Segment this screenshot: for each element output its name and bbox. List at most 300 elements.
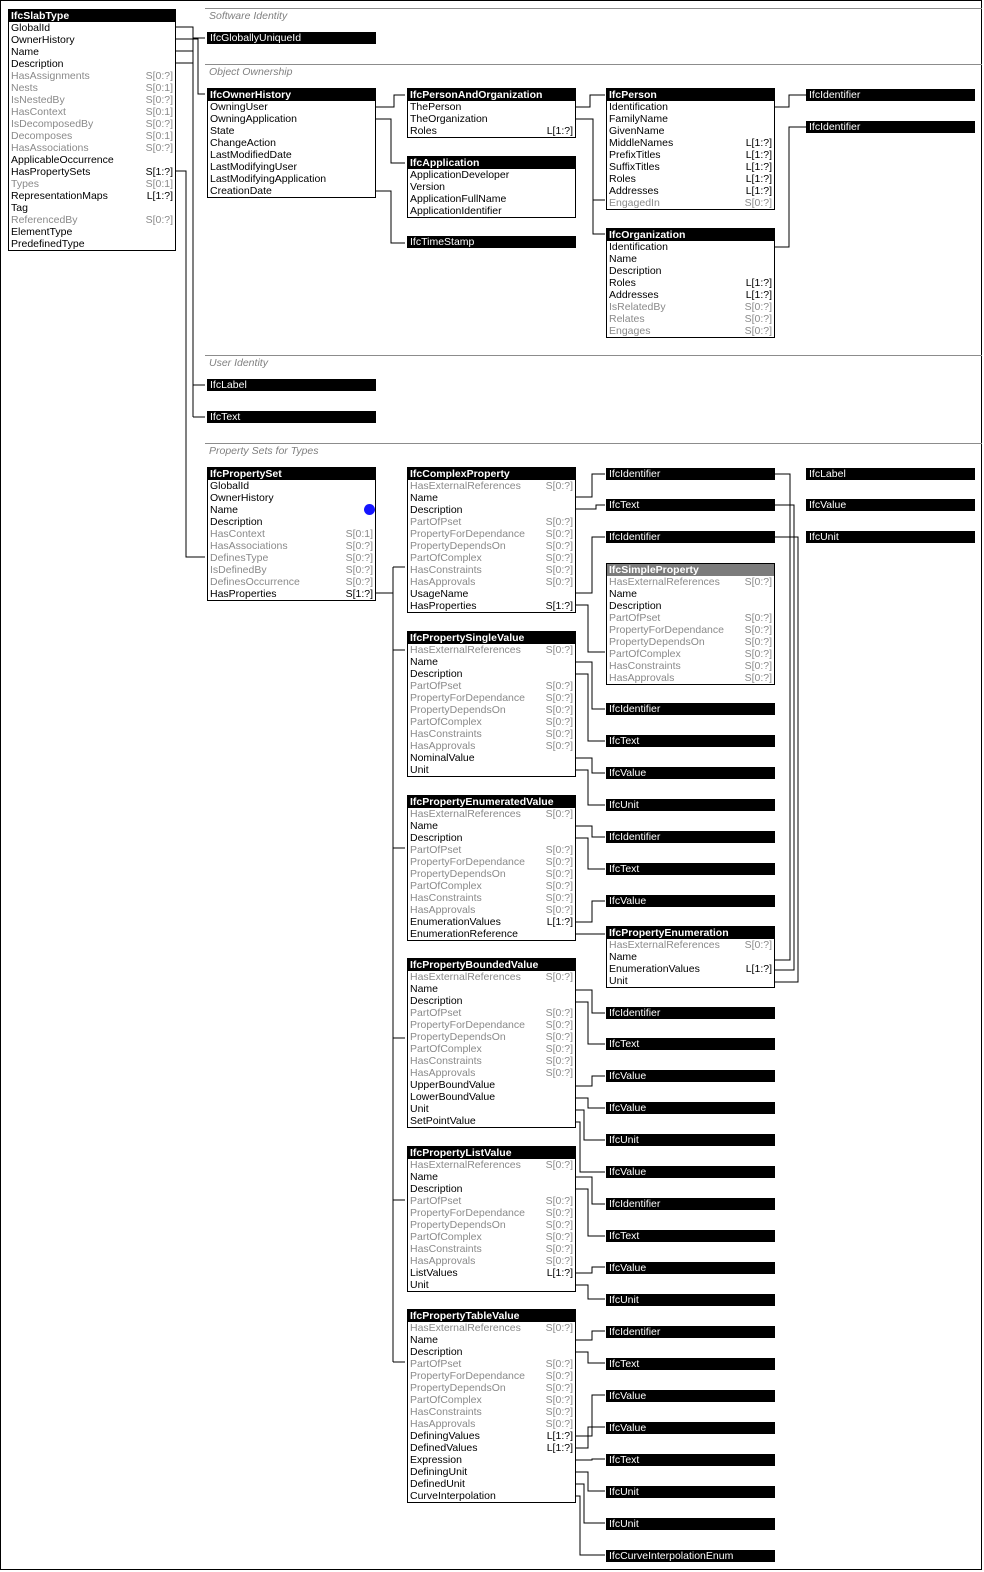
attribute-name: ApplicationDeveloper <box>410 169 510 181</box>
attribute-row[interactable] <box>208 540 375 552</box>
attribute-row[interactable] <box>607 277 774 289</box>
attribute-name: PartOfComplex <box>410 1231 482 1243</box>
attribute-name: Tag <box>11 202 28 214</box>
attribute-row[interactable] <box>9 238 175 250</box>
attribute-row[interactable] <box>607 241 774 253</box>
attribute-name: Name <box>609 588 638 600</box>
attribute-cardinality: S[0:?] <box>545 552 573 564</box>
attribute-row[interactable] <box>607 325 774 337</box>
attribute-name: Description <box>609 600 662 612</box>
type-ref-ifc-identifier[interactable]: IfcIdentifier <box>606 831 775 843</box>
attribute-name: DefiningUnit <box>410 1466 468 1478</box>
attribute-cardinality: S[0:?] <box>545 1043 573 1055</box>
entity-title[interactable]: IfcPersonAndOrganization <box>408 89 575 101</box>
attribute-row[interactable] <box>408 1159 575 1171</box>
entity-title[interactable]: IfcSimpleProperty <box>607 564 774 576</box>
attribute-row[interactable] <box>408 983 575 995</box>
attribute-row[interactable] <box>408 1334 575 1346</box>
attribute-name: PartOfComplex <box>410 716 482 728</box>
attribute-row[interactable] <box>408 1019 575 1031</box>
attribute-name: DefinesOccurrence <box>210 576 300 588</box>
type-ref-ifc-identifier[interactable]: IfcIdentifier <box>606 703 775 715</box>
attribute-name: LastModifyingUser <box>210 161 297 173</box>
attribute-row[interactable] <box>607 149 774 161</box>
attribute-row[interactable] <box>607 660 774 672</box>
attribute-row[interactable] <box>208 149 375 161</box>
attribute-row[interactable] <box>607 161 774 173</box>
type-ref-ifc-value[interactable]: IfcValue <box>606 895 775 907</box>
entity-title[interactable]: IfcPropertyBoundedValue <box>408 959 575 971</box>
attribute-name: DefiningValues <box>410 1430 480 1442</box>
attribute-row[interactable] <box>408 193 575 205</box>
entity-ifc-slab-type[interactable] <box>8 9 176 251</box>
entity-title[interactable]: IfcPropertyTableValue <box>408 1310 575 1322</box>
attribute-row[interactable] <box>408 1418 575 1430</box>
attribute-row[interactable] <box>408 832 575 844</box>
attribute-row[interactable] <box>208 101 375 113</box>
attribute-row[interactable] <box>408 704 575 716</box>
attribute-name: Unit <box>410 764 429 776</box>
attribute-row[interactable] <box>9 70 175 82</box>
attribute-row[interactable] <box>408 644 575 656</box>
attribute-cardinality: S[1:?] <box>145 166 173 178</box>
attribute-row[interactable] <box>408 995 575 1007</box>
attribute-row[interactable] <box>9 202 175 214</box>
attribute-row[interactable] <box>9 58 175 70</box>
type-ref-ifc-text[interactable]: IfcText <box>606 863 775 875</box>
attribute-row[interactable] <box>408 516 575 528</box>
attribute-row[interactable] <box>408 1007 575 1019</box>
attribute-row[interactable] <box>408 1091 575 1103</box>
attribute-name: PropertyForDependance <box>609 624 724 636</box>
attribute-row[interactable] <box>408 205 575 217</box>
attribute-row[interactable] <box>408 1043 575 1055</box>
attribute-name: OwnerHistory <box>210 492 274 504</box>
attribute-row[interactable] <box>9 214 175 226</box>
attribute-cardinality: S[0:?] <box>744 939 772 951</box>
attribute-name: Description <box>410 832 463 844</box>
attribute-row[interactable] <box>408 916 575 928</box>
attribute-name: HasConstraints <box>410 892 482 904</box>
attribute-row[interactable] <box>9 226 175 238</box>
type-ref-ifc-unit[interactable]: IfcUnit <box>606 1486 775 1498</box>
attribute-cardinality: S[0:?] <box>545 904 573 916</box>
attribute-name: PartOfPset <box>410 516 462 528</box>
entity-ifc-property-enumeration[interactable] <box>606 926 775 988</box>
attribute-row[interactable] <box>408 1394 575 1406</box>
attribute-name: OwningUser <box>210 101 268 113</box>
attribute-row[interactable] <box>607 173 774 185</box>
entity-ifc-property-bounded-value[interactable] <box>407 958 576 1128</box>
entity-title[interactable]: IfcPropertyEnumeratedValue <box>408 796 575 808</box>
attribute-cardinality: S[0:?] <box>545 516 573 528</box>
attribute-row[interactable] <box>408 113 575 125</box>
attribute-row[interactable] <box>408 716 575 728</box>
entity-title[interactable]: IfcPerson <box>607 89 774 101</box>
attribute-name: HasPropertySets <box>11 166 91 178</box>
attribute-row[interactable] <box>408 820 575 832</box>
attribute-row[interactable] <box>408 1454 575 1466</box>
attribute-row[interactable] <box>408 1171 575 1183</box>
type-ref-ifc-unit[interactable]: IfcUnit <box>606 1134 775 1146</box>
entity-ifc-simple-property[interactable] <box>606 563 775 685</box>
attribute-row[interactable] <box>408 1442 575 1454</box>
entity-ifc-property-list-value[interactable] <box>407 1146 576 1292</box>
attribute-cardinality: S[0:?] <box>545 1358 573 1370</box>
attribute-row[interactable] <box>208 125 375 137</box>
attribute-row[interactable] <box>208 552 375 564</box>
attribute-name: HasAssignments <box>11 70 90 82</box>
attribute-row[interactable] <box>408 1219 575 1231</box>
attribute-name: HasProperties <box>410 600 477 612</box>
attribute-cardinality: S[0:?] <box>545 680 573 692</box>
type-ref-ifc-value[interactable]: IfcValue <box>606 1166 775 1178</box>
attribute-row[interactable] <box>408 125 575 137</box>
attribute-row[interactable] <box>408 1279 575 1291</box>
attribute-row[interactable] <box>9 106 175 118</box>
attribute-row[interactable] <box>408 1370 575 1382</box>
attribute-cardinality: S[0:?] <box>545 704 573 716</box>
attribute-row[interactable] <box>607 636 774 648</box>
attribute-row[interactable] <box>408 540 575 552</box>
attribute-row[interactable] <box>408 1466 575 1478</box>
attribute-row[interactable] <box>208 528 375 540</box>
attribute-name: HasConstraints <box>410 564 482 576</box>
entity-ifc-property-single-value[interactable] <box>407 631 576 777</box>
attribute-cardinality: L[1:?] <box>745 173 772 185</box>
attribute-name: HasApprovals <box>410 1255 476 1267</box>
attribute-row[interactable] <box>9 154 175 166</box>
attribute-cardinality: S[0:?] <box>545 880 573 892</box>
attribute-row[interactable] <box>208 113 375 125</box>
attribute-row[interactable] <box>607 301 774 313</box>
attribute-cardinality: S[0:?] <box>744 636 772 648</box>
attribute-row[interactable] <box>9 142 175 154</box>
attribute-row[interactable] <box>408 880 575 892</box>
attribute-name: HasProperties <box>210 588 277 600</box>
attribute-row[interactable] <box>607 101 774 113</box>
attribute-row[interactable] <box>408 1079 575 1091</box>
attribute-row[interactable] <box>9 178 175 190</box>
attribute-name: Name <box>410 820 439 832</box>
attribute-row[interactable] <box>607 648 774 660</box>
attribute-row[interactable] <box>408 1055 575 1067</box>
attribute-row[interactable] <box>208 576 375 588</box>
type-ref-ifc-identifier[interactable]: IfcIdentifier <box>606 468 775 480</box>
type-ref-ifc-unit[interactable]: IfcUnit <box>606 1518 775 1530</box>
type-ref-ifc-unit[interactable]: IfcUnit <box>606 1294 775 1306</box>
section-user-identity <box>205 355 982 369</box>
attribute-row[interactable] <box>408 1183 575 1195</box>
attribute-row[interactable] <box>9 130 175 142</box>
attribute-cardinality: L[1:?] <box>546 1430 573 1442</box>
attribute-name: Description <box>410 1183 463 1195</box>
attribute-row[interactable] <box>408 856 575 868</box>
attribute-row[interactable] <box>208 588 375 600</box>
attribute-row[interactable] <box>408 656 575 668</box>
attribute-name: UsageName <box>410 588 469 600</box>
attribute-row[interactable] <box>9 46 175 58</box>
type-ref-ifc-value[interactable]: IfcValue <box>606 1422 775 1434</box>
entity-title[interactable]: IfcPropertyEnumeration <box>607 927 774 939</box>
attribute-row[interactable] <box>408 600 575 612</box>
attribute-cardinality: S[0:?] <box>545 1394 573 1406</box>
attribute-name: IsNestedBy <box>11 94 65 106</box>
attribute-row[interactable] <box>208 564 375 576</box>
attribute-row[interactable] <box>408 1103 575 1115</box>
attribute-row[interactable] <box>408 1243 575 1255</box>
entity-ifc-owner-history[interactable] <box>207 88 376 198</box>
attribute-row[interactable] <box>408 680 575 692</box>
attribute-row[interactable] <box>408 1346 575 1358</box>
entity-ifc-property-enumerated-value[interactable] <box>407 795 576 941</box>
attribute-row[interactable] <box>208 492 375 504</box>
type-ref-ifc-value[interactable]: IfcValue <box>606 1390 775 1402</box>
type-ref-ifc-identifier[interactable]: IfcIdentifier <box>606 1007 775 1019</box>
attribute-row[interactable] <box>9 166 175 178</box>
type-ref-ifc-globally-unique-id[interactable]: IfcGloballyUniqueId <box>207 32 376 44</box>
type-ref-ifc-text[interactable]: IfcText <box>606 1358 775 1370</box>
attribute-row[interactable] <box>408 1031 575 1043</box>
type-ref-ifc-value[interactable]: IfcValue <box>606 767 775 779</box>
attribute-row[interactable] <box>408 692 575 704</box>
attribute-cardinality: S[0:?] <box>744 660 772 672</box>
attribute-name: Name <box>609 253 638 265</box>
attribute-name: PartOfPset <box>410 680 462 692</box>
attribute-row[interactable] <box>408 169 575 181</box>
attribute-name: HasExternalReferences <box>609 576 720 588</box>
attribute-name: PropertyForDependance <box>410 1207 525 1219</box>
entity-ifc-property-set[interactable] <box>207 467 376 601</box>
attribute-cardinality: S[0:?] <box>545 1019 573 1031</box>
attribute-row[interactable] <box>607 939 774 951</box>
type-ref-ifc-identifier[interactable]: IfcIdentifier <box>806 121 975 133</box>
attribute-row[interactable] <box>408 1322 575 1334</box>
attribute-name: PartOfComplex <box>410 1043 482 1055</box>
type-ref-ifc-unit[interactable]: IfcUnit <box>806 531 975 543</box>
attribute-row[interactable] <box>408 564 575 576</box>
entity-title[interactable]: IfcPropertyListValue <box>408 1147 575 1159</box>
attribute-row[interactable] <box>607 125 774 137</box>
attribute-row[interactable] <box>607 975 774 987</box>
attribute-name: HasAssociations <box>11 142 89 154</box>
attribute-name: PartOfPset <box>410 1195 462 1207</box>
attribute-cardinality: L[1:?] <box>745 277 772 289</box>
type-ref-ifc-value[interactable]: IfcValue <box>606 1262 775 1274</box>
attribute-row[interactable] <box>607 951 774 963</box>
attribute-row[interactable] <box>408 904 575 916</box>
entity-title[interactable]: IfcOrganization <box>607 229 774 241</box>
attribute-row[interactable] <box>408 1255 575 1267</box>
attribute-row[interactable] <box>208 137 375 149</box>
attribute-row[interactable] <box>208 161 375 173</box>
type-ref-ifc-text[interactable]: IfcText <box>207 411 376 423</box>
type-ref-ifc-curve-interpolation-enum[interactable]: IfcCurveInterpolationEnum <box>606 1550 775 1562</box>
attribute-row[interactable] <box>607 576 774 588</box>
attribute-name: MiddleNames <box>609 137 674 149</box>
attribute-row[interactable] <box>607 672 774 684</box>
attribute-row[interactable] <box>607 289 774 301</box>
type-ref-ifc-text[interactable]: IfcText <box>606 735 775 747</box>
attribute-row[interactable] <box>408 588 575 600</box>
attribute-row[interactable] <box>208 504 375 516</box>
attribute-row[interactable] <box>408 844 575 856</box>
type-ref-ifc-value[interactable]: IfcValue <box>806 499 975 511</box>
attribute-row[interactable] <box>607 253 774 265</box>
attribute-name: IsDefinedBy <box>210 564 267 576</box>
attribute-row[interactable] <box>607 265 774 277</box>
attribute-row[interactable] <box>9 190 175 202</box>
attribute-row[interactable] <box>9 118 175 130</box>
attribute-row[interactable] <box>408 668 575 680</box>
attribute-row[interactable] <box>408 752 575 764</box>
attribute-row[interactable] <box>607 313 774 325</box>
attribute-row[interactable] <box>408 1267 575 1279</box>
type-ref-ifc-value[interactable]: IfcValue <box>606 1070 775 1082</box>
attribute-name: Unit <box>410 1103 429 1115</box>
type-ref-ifc-unit[interactable]: IfcUnit <box>606 799 775 811</box>
attribute-row[interactable] <box>208 516 375 528</box>
attribute-row[interactable] <box>408 971 575 983</box>
attribute-cardinality: L[1:?] <box>546 1442 573 1454</box>
attribute-name: DefinedValues <box>410 1442 478 1454</box>
attribute-cardinality: S[0:?] <box>545 1207 573 1219</box>
type-ref-ifc-identifier[interactable]: IfcIdentifier <box>606 531 775 543</box>
attribute-row[interactable] <box>408 1478 575 1490</box>
attribute-row[interactable] <box>607 137 774 149</box>
attribute-name: PropertyForDependance <box>410 856 525 868</box>
attribute-name: PartOfPset <box>410 1358 462 1370</box>
attribute-row[interactable] <box>408 740 575 752</box>
attribute-row[interactable] <box>408 728 575 740</box>
selection-marker[interactable] <box>364 504 375 515</box>
attribute-name: ApplicationFullName <box>410 193 507 205</box>
attribute-row[interactable] <box>607 624 774 636</box>
attribute-cardinality: S[0:?] <box>744 624 772 636</box>
attribute-row[interactable] <box>408 1067 575 1079</box>
attribute-row[interactable] <box>408 1358 575 1370</box>
entity-ifc-person-and-organization[interactable] <box>407 88 576 138</box>
entity-title[interactable]: IfcOwnerHistory <box>208 89 375 101</box>
attribute-row[interactable] <box>607 197 774 209</box>
attribute-row[interactable] <box>408 1490 575 1502</box>
attribute-row[interactable] <box>408 764 575 776</box>
attribute-row[interactable] <box>9 22 175 34</box>
attribute-cardinality: S[0:?] <box>744 301 772 313</box>
attribute-name: Roles <box>410 125 437 137</box>
attribute-row[interactable] <box>607 600 774 612</box>
attribute-row[interactable] <box>408 101 575 113</box>
attribute-row[interactable] <box>408 1195 575 1207</box>
type-ref-ifc-text[interactable]: IfcText <box>606 499 775 511</box>
type-ref-ifc-identifier[interactable]: IfcIdentifier <box>606 1326 775 1338</box>
attribute-row[interactable] <box>408 480 575 492</box>
attribute-name: Name <box>410 492 439 504</box>
attribute-name: PropertyDependsOn <box>410 1031 506 1043</box>
attribute-row[interactable] <box>408 1430 575 1442</box>
attribute-cardinality: S[0:?] <box>545 1055 573 1067</box>
type-ref-ifc-time-stamp[interactable]: IfcTimeStamp <box>407 236 576 248</box>
type-ref-ifc-label[interactable]: IfcLabel <box>207 379 376 391</box>
attribute-cardinality: S[0:?] <box>545 1370 573 1382</box>
attribute-name: HasConstraints <box>609 660 681 672</box>
attribute-name: Description <box>410 504 463 516</box>
attribute-cardinality: S[0:?] <box>545 1007 573 1019</box>
attribute-row[interactable] <box>607 588 774 600</box>
entity-ifc-complex-property[interactable] <box>407 467 576 613</box>
attribute-row[interactable] <box>408 492 575 504</box>
entity-title[interactable]: IfcSlabType <box>9 10 175 22</box>
attribute-name: PropertyDependsOn <box>410 1219 506 1231</box>
entity-ifc-application[interactable] <box>407 156 576 218</box>
attribute-name: Description <box>11 58 64 70</box>
type-ref-ifc-text[interactable]: IfcText <box>606 1230 775 1242</box>
entity-ifc-property-table-value[interactable] <box>407 1309 576 1503</box>
attribute-cardinality: S[0:?] <box>145 142 173 154</box>
attribute-cardinality: S[0:?] <box>545 1231 573 1243</box>
attribute-row[interactable] <box>408 576 575 588</box>
attribute-name: PredefinedType <box>11 238 85 250</box>
attribute-name: DefinesType <box>210 552 269 564</box>
attribute-name: PropertyDependsOn <box>410 868 506 880</box>
attribute-row[interactable] <box>607 612 774 624</box>
entity-ifc-person[interactable] <box>606 88 775 210</box>
entity-title[interactable]: IfcPropertySingleValue <box>408 632 575 644</box>
attribute-row[interactable] <box>607 185 774 197</box>
attribute-row[interactable] <box>408 868 575 880</box>
attribute-row[interactable] <box>9 34 175 46</box>
type-ref-ifc-text[interactable]: IfcText <box>606 1038 775 1050</box>
attribute-row[interactable] <box>408 181 575 193</box>
attribute-name: Roles <box>609 173 636 185</box>
attribute-row[interactable] <box>408 928 575 940</box>
attribute-row[interactable] <box>607 963 774 975</box>
entity-ifc-organization[interactable] <box>606 228 775 338</box>
attribute-name: PartOfPset <box>609 612 661 624</box>
attribute-name: Types <box>11 178 40 190</box>
attribute-row[interactable] <box>408 528 575 540</box>
attribute-row[interactable] <box>607 113 774 125</box>
type-ref-ifc-label[interactable]: IfcLabel <box>806 468 975 480</box>
attribute-row[interactable] <box>9 82 175 94</box>
attribute-row[interactable] <box>408 504 575 516</box>
attribute-row[interactable] <box>408 1382 575 1394</box>
attribute-row[interactable] <box>208 185 375 197</box>
attribute-row[interactable] <box>408 1115 575 1127</box>
attribute-row[interactable] <box>408 1406 575 1418</box>
attribute-cardinality: S[0:?] <box>145 70 173 82</box>
attribute-row[interactable] <box>408 552 575 564</box>
attribute-name: PropertyForDependance <box>410 692 525 704</box>
attribute-row[interactable] <box>9 94 175 106</box>
attribute-row[interactable] <box>208 480 375 492</box>
attribute-name: Name <box>609 951 638 963</box>
entity-title[interactable]: IfcApplication <box>408 157 575 169</box>
type-ref-ifc-value[interactable]: IfcValue <box>606 1102 775 1114</box>
type-ref-ifc-identifier[interactable]: IfcIdentifier <box>806 89 975 101</box>
attribute-name: PropertyDependsOn <box>609 636 705 648</box>
attribute-row[interactable] <box>208 173 375 185</box>
type-ref-ifc-text[interactable]: IfcText <box>606 1454 775 1466</box>
attribute-row[interactable] <box>408 1207 575 1219</box>
attribute-row[interactable] <box>408 1231 575 1243</box>
attribute-row[interactable] <box>408 892 575 904</box>
type-ref-ifc-identifier[interactable]: IfcIdentifier <box>606 1198 775 1210</box>
attribute-row[interactable] <box>408 808 575 820</box>
attribute-cardinality: S[0:?] <box>545 1195 573 1207</box>
entity-title[interactable]: IfcComplexProperty <box>408 468 575 480</box>
entity-title[interactable]: IfcPropertySet <box>208 468 375 480</box>
